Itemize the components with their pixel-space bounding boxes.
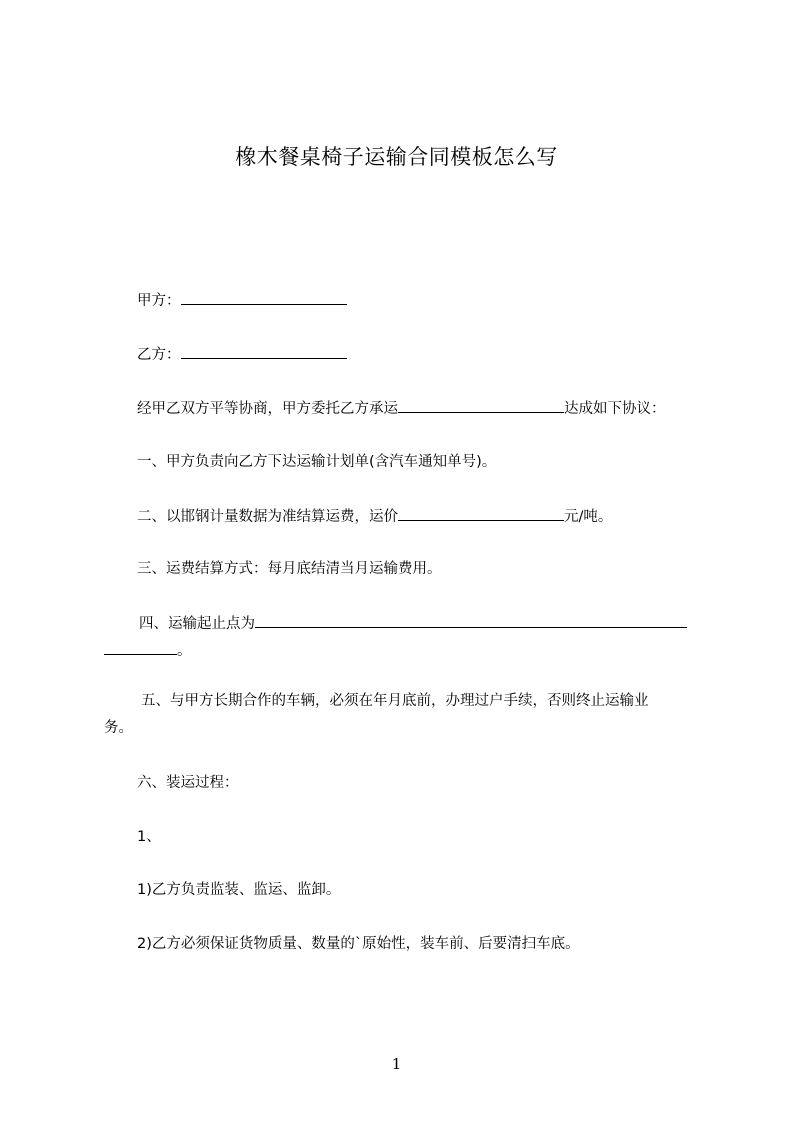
sub-item-2: 2)乙方必须保证货物质量、数量的`原始性，装车前、后要清扫车底。 bbox=[137, 936, 580, 952]
page-number: 1 bbox=[391, 1055, 402, 1073]
clause-4-label: 四、运输起止点为 bbox=[139, 616, 255, 632]
clause-4 bbox=[139, 613, 687, 634]
clause-4-end: 。 bbox=[177, 643, 192, 659]
party-a-label: 甲方： bbox=[137, 293, 181, 309]
party-b-line bbox=[137, 344, 347, 365]
sub-item-1: 1)乙方负责监装、监运、监卸。 bbox=[137, 882, 341, 898]
clause-1: 一、甲方负责向乙方下达运输计划单(含汽车通知单号)。 bbox=[137, 454, 497, 470]
clause-3: 三、运费结算方式：每月底结清当月运输费用。 bbox=[137, 561, 442, 577]
clause-2-text: 二、以邯钢计量数据为准结算运费，运价 bbox=[137, 509, 398, 525]
party-a-line bbox=[137, 290, 347, 311]
clause-6: 六、装运过程： bbox=[137, 775, 239, 791]
document-title: 橡木餐桌椅子运输合同模板怎么写 bbox=[235, 145, 558, 169]
route-blank bbox=[255, 613, 687, 628]
intro-before: 经甲乙双方平等协商，甲方委托乙方承运 bbox=[137, 401, 398, 417]
cargo-blank bbox=[398, 398, 564, 413]
clause-2 bbox=[137, 506, 612, 527]
intro-after: 达成如下协议： bbox=[564, 401, 666, 417]
party-b-blank bbox=[181, 344, 347, 359]
route-blank-continued bbox=[104, 640, 177, 655]
clause-2-unit: 元/吨。 bbox=[564, 509, 613, 525]
price-blank bbox=[398, 506, 564, 521]
clause-5-line-1: 五、与甲方长期合作的车辆，必须在年月底前，办理过户手续，否则终止运输业 bbox=[141, 693, 649, 709]
item-1: 1、 bbox=[137, 829, 161, 845]
intro-line bbox=[137, 398, 666, 419]
clause-4-continued bbox=[104, 640, 192, 661]
clause-5-line-2: 务。 bbox=[104, 720, 133, 736]
party-b-label: 乙方： bbox=[137, 347, 181, 363]
party-a-blank bbox=[181, 290, 347, 305]
